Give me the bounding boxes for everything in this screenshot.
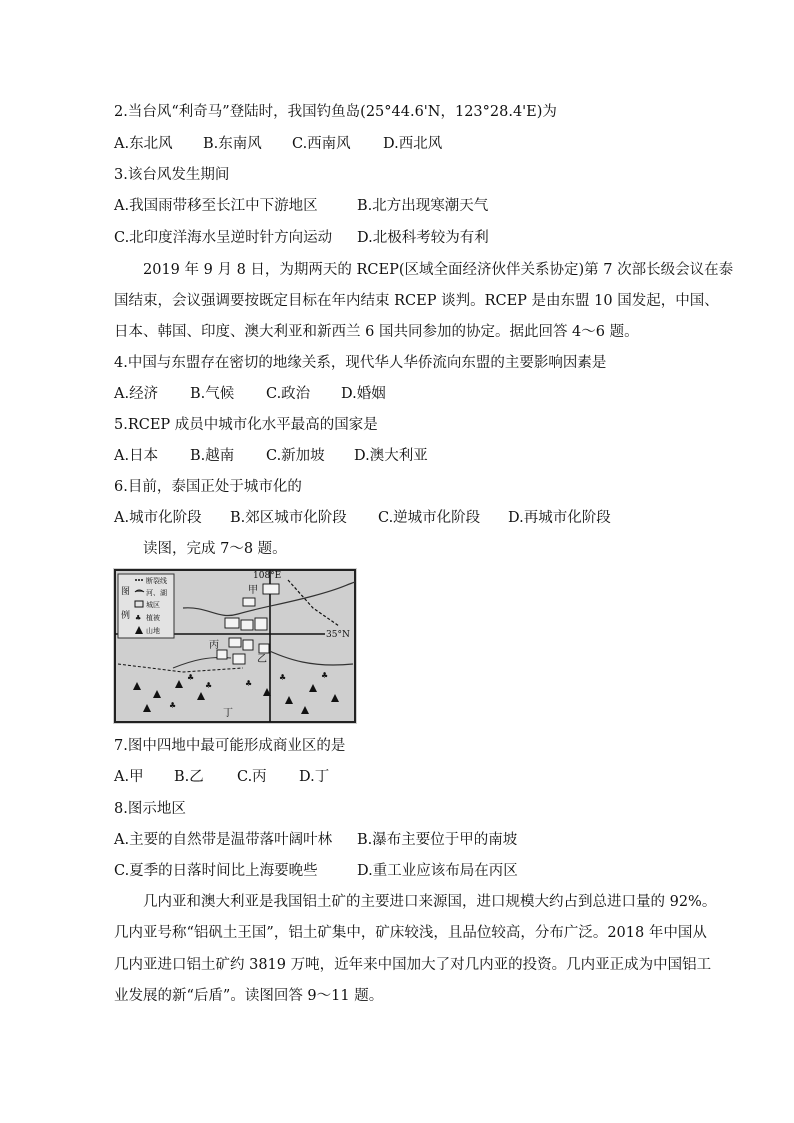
q2-option-d: D.西北风 — [383, 136, 443, 152]
place-ding: 丁 — [223, 708, 233, 719]
q5-option-a: A.日本 — [114, 448, 159, 464]
legend-title-1: 图 — [121, 587, 131, 597]
passage1-line-3: 日本、韩国、印度、澳大利亚和新西兰 6 国共同参加的协定。据此回答 4～6 题。 — [114, 324, 639, 340]
q5-stem: 5.RCEP 成员中城市化水平最高的国家是 — [114, 417, 378, 433]
longitude-label: 108°E — [253, 571, 282, 581]
legend-river-label: 河、湖 — [146, 589, 167, 597]
q4-option-c: C.政治 — [266, 386, 311, 402]
legend-urban-label: 城区 — [146, 601, 160, 609]
svg-text:♣: ♣ — [205, 681, 213, 690]
q6-stem: 6.目前，泰国正处于城市化的 — [114, 479, 302, 495]
legend-vegetation-label: 植被 — [146, 614, 160, 622]
read-map-instruction: 读图，完成 7～8 题。 — [143, 541, 287, 557]
q4-option-a: A.经济 — [114, 386, 159, 402]
q2-option-a: A.东北风 — [114, 136, 173, 152]
passage2-line-1: 几内亚和澳大利亚是我国铝土矿的主要进口来源国，进口规模大约占到总进口量的 92%。 — [143, 894, 717, 910]
passage1-line-1: 2019 年 9 月 8 日，为期两天的 RCEP(区域全面经济伙伴关系协定)第 7 次部长级会议在泰 — [143, 262, 734, 278]
q5-option-b: B.越南 — [190, 448, 235, 464]
q3-option-a: A.我国雨带移至长江中下游地区 — [114, 198, 318, 214]
passage2-line-3: 几内亚进口铝土矿约 3819 万吨，近年来中国加大了对几内亚的投资。几内亚正成为中国铝工 — [114, 957, 712, 973]
q7-option-d: D.丁 — [299, 769, 330, 785]
svg-text:♣: ♣ — [245, 679, 253, 688]
q6-option-d: D.再城市化阶段 — [508, 510, 611, 526]
svg-text:♣: ♣ — [169, 701, 177, 710]
svg-text:♣: ♣ — [279, 673, 287, 682]
q8-option-a: A.主要的自然带是温带落叶阔叶林 — [114, 832, 333, 848]
q6-option-b: B.郊区城市化阶段 — [230, 510, 347, 526]
q4-option-b: B.气候 — [190, 386, 235, 402]
q3-option-d: D.北极科考较为有利 — [357, 230, 489, 246]
q7-option-b: B.乙 — [174, 769, 204, 785]
q7-option-c: C.丙 — [237, 769, 267, 785]
q8-option-c: C.夏季的日落时间比上海要晚些 — [114, 863, 318, 879]
q8-option-d: D.重工业应该布局在丙区 — [357, 863, 518, 879]
q3-option-c: C.北印度洋海水呈逆时针方向运动 — [114, 230, 333, 246]
legend-mountain-label: 山地 — [146, 627, 160, 635]
q3-stem: 3.该台风发生期间 — [114, 167, 230, 183]
map-figure — [113, 568, 357, 724]
q7-stem: 7.图中四地中最可能形成商业区的是 — [114, 738, 346, 754]
passage1-line-2: 国结束，会议强调要按既定目标在年内结束 RCEP 谈判。RCEP 是由东盟 10 国发起，中国、 — [114, 293, 719, 309]
q8-stem: 8.图示地区 — [114, 801, 186, 817]
q3-option-b: B.北方出现寒潮天气 — [357, 198, 489, 214]
q5-option-c: C.新加坡 — [266, 448, 325, 464]
q8-option-b: B.瀑布主要位于甲的南坡 — [357, 832, 518, 848]
svg-text:♣: ♣ — [187, 673, 195, 682]
passage2-line-2: 几内亚号称“铝矾土王国”，铝土矿集中，矿床较浅，且品位较高，分布广泛。2018 年中国从 — [114, 925, 707, 941]
place-yi: 乙 — [257, 654, 267, 665]
legend-title-2: 例 — [121, 611, 131, 621]
q7-option-a: A.甲 — [114, 769, 144, 785]
q6-option-c: C.逆城市化阶段 — [378, 510, 481, 526]
latitude-label: 35°N — [326, 630, 350, 640]
place-bing: 丙 — [209, 640, 219, 651]
q2-option-c: C.西南风 — [292, 136, 351, 152]
legend-vegetation-symbol: ♣ — [135, 614, 142, 622]
q4-option-d: D.婚姻 — [341, 386, 386, 402]
passage2-line-4: 业发展的新“后盾”。读图回答 9～11 题。 — [114, 988, 384, 1004]
svg-text:♣: ♣ — [321, 671, 329, 680]
q6-option-a: A.城市化阶段 — [114, 510, 202, 526]
q2-stem: 2.当台风“利奇马”登陆时，我国钓鱼岛(25°44.6'N，123°28.4'E)为 — [114, 104, 557, 120]
legend-fault-label: 断裂线 — [146, 577, 167, 585]
q4-stem: 4.中国与东盟存在密切的地缘关系，现代华人华侨流向东盟的主要影响因素是 — [114, 355, 607, 371]
place-jia: 甲 — [248, 585, 258, 596]
q5-option-d: D.澳大利亚 — [354, 448, 428, 464]
q2-option-b: B.东南风 — [203, 136, 262, 152]
